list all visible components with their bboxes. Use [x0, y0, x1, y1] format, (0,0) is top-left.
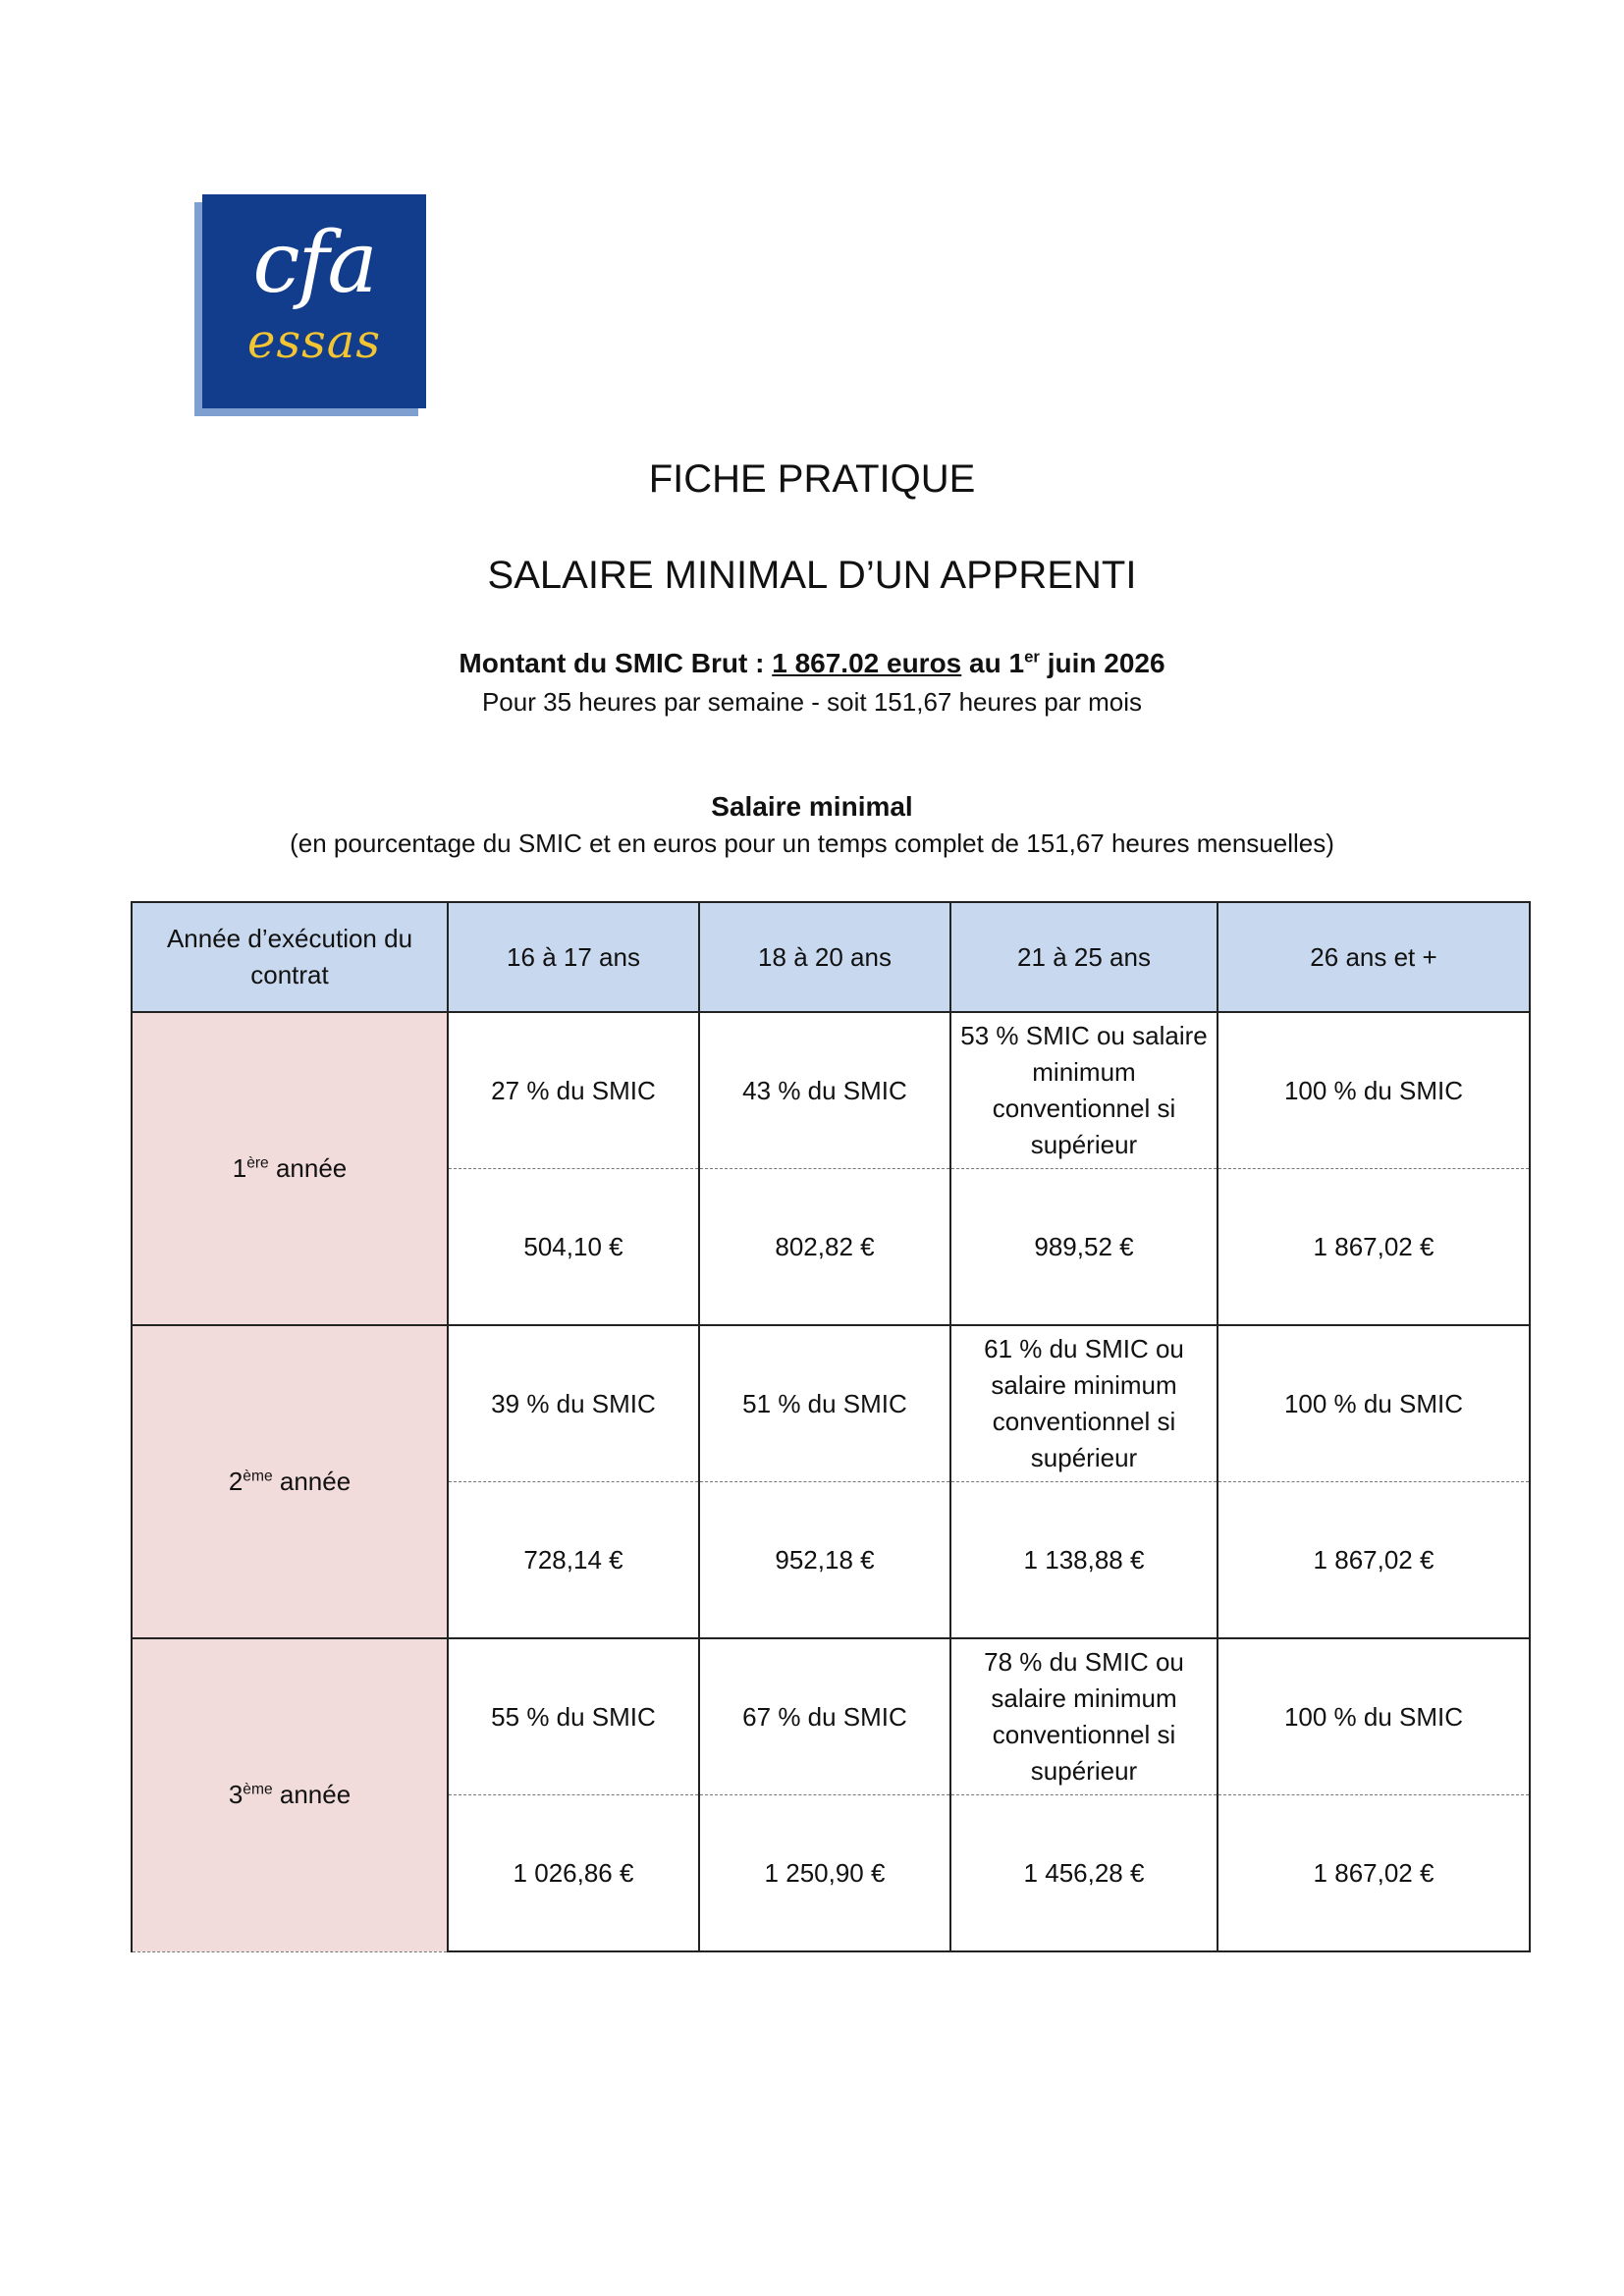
smic-date-sup: er — [1024, 647, 1040, 667]
percent-cell: 100 % du SMIC — [1218, 1638, 1530, 1795]
table-row-percent — [132, 1012, 1530, 1169]
smic-date-prefix: au 1 — [961, 648, 1025, 678]
table-row-percent — [132, 1638, 1530, 1795]
euro-cell: 1 250,90 € — [699, 1795, 950, 1952]
percent-cell: 27 % du SMIC — [448, 1012, 699, 1169]
euro-cell: 504,10 € — [448, 1169, 699, 1326]
year-sup: ère — [246, 1154, 269, 1172]
table-header-cell: 18 à 20 ans — [699, 902, 950, 1012]
table-header-row — [132, 902, 1530, 1012]
euro-cell: 1 867,02 € — [1218, 1169, 1530, 1326]
year-cell — [132, 1325, 448, 1638]
year-word: année — [272, 1780, 352, 1810]
percent-cell: 61 % du SMIC ou salaire minimum conventionnel si supérieur — [950, 1325, 1218, 1482]
year-word: année — [272, 1467, 352, 1496]
smic-amount: 1 867.02 euros — [772, 648, 962, 678]
smic-amount-line — [0, 648, 1624, 679]
year-sup: ème — [243, 1781, 273, 1798]
percent-cell: 78 % du SMIC ou salaire minimum conventionnel si supérieur — [950, 1638, 1218, 1795]
euro-cell: 728,14 € — [448, 1482, 699, 1639]
cfa-essas-logo — [194, 194, 426, 416]
page-subtitle: SALAIRE MINIMAL D’UN APPRENTI — [487, 554, 1137, 597]
logo-box — [202, 194, 426, 408]
year-number: 2 — [228, 1467, 244, 1496]
percent-cell: 51 % du SMIC — [699, 1325, 950, 1482]
table-header-cell: 21 à 25 ans — [950, 902, 1218, 1012]
smic-date-suffix: juin 2026 — [1039, 648, 1165, 678]
smic-hours: Pour 35 heures par semaine - soit 151,67 heures par mois — [481, 687, 1143, 717]
year-sup: ème — [243, 1468, 273, 1485]
percent-cell: 53 % SMIC ou salaire minimum conventionnel si supérieur — [950, 1012, 1218, 1169]
euro-cell: 1 867,02 € — [1218, 1795, 1530, 1952]
logo-text-essas: essas — [247, 314, 381, 369]
section-subtitle: (en pourcentage du SMIC et en euros pour un temps complet de 151,67 heures mensuelles) — [290, 828, 1334, 858]
smic-label: Montant du SMIC Brut : — [459, 648, 773, 678]
year-cell — [132, 1012, 448, 1325]
year-word: année — [268, 1153, 348, 1183]
euro-cell: 1 456,28 € — [950, 1795, 1218, 1952]
euro-cell: 952,18 € — [699, 1482, 950, 1639]
table-header-cell: 16 à 17 ans — [448, 902, 699, 1012]
percent-cell: 100 % du SMIC — [1218, 1012, 1530, 1169]
section-title: Salaire minimal — [711, 791, 913, 822]
euro-cell: 802,82 € — [699, 1169, 950, 1326]
percent-cell: 43 % du SMIC — [699, 1012, 950, 1169]
euro-cell: 989,52 € — [950, 1169, 1218, 1326]
table-row-percent — [132, 1325, 1530, 1482]
euro-cell: 1 026,86 € — [448, 1795, 699, 1952]
logo-text-cfa: cfa — [252, 214, 376, 312]
table-header-cell: 26 ans et + — [1218, 902, 1530, 1012]
euro-cell: 1 867,02 € — [1218, 1482, 1530, 1639]
year-number: 3 — [228, 1780, 244, 1810]
percent-cell: 55 % du SMIC — [448, 1638, 699, 1795]
percent-cell: 39 % du SMIC — [448, 1325, 699, 1482]
year-number: 1 — [232, 1153, 247, 1183]
euro-cell: 1 138,88 € — [950, 1482, 1218, 1639]
percent-cell: 100 % du SMIC — [1218, 1325, 1530, 1482]
page-title: FICHE PRATIQUE — [648, 457, 976, 501]
percent-cell: 67 % du SMIC — [699, 1638, 950, 1795]
salary-table — [131, 901, 1531, 1952]
table-header-cell: Année d’exécution du contrat — [132, 902, 448, 1012]
year-cell — [132, 1638, 448, 1951]
